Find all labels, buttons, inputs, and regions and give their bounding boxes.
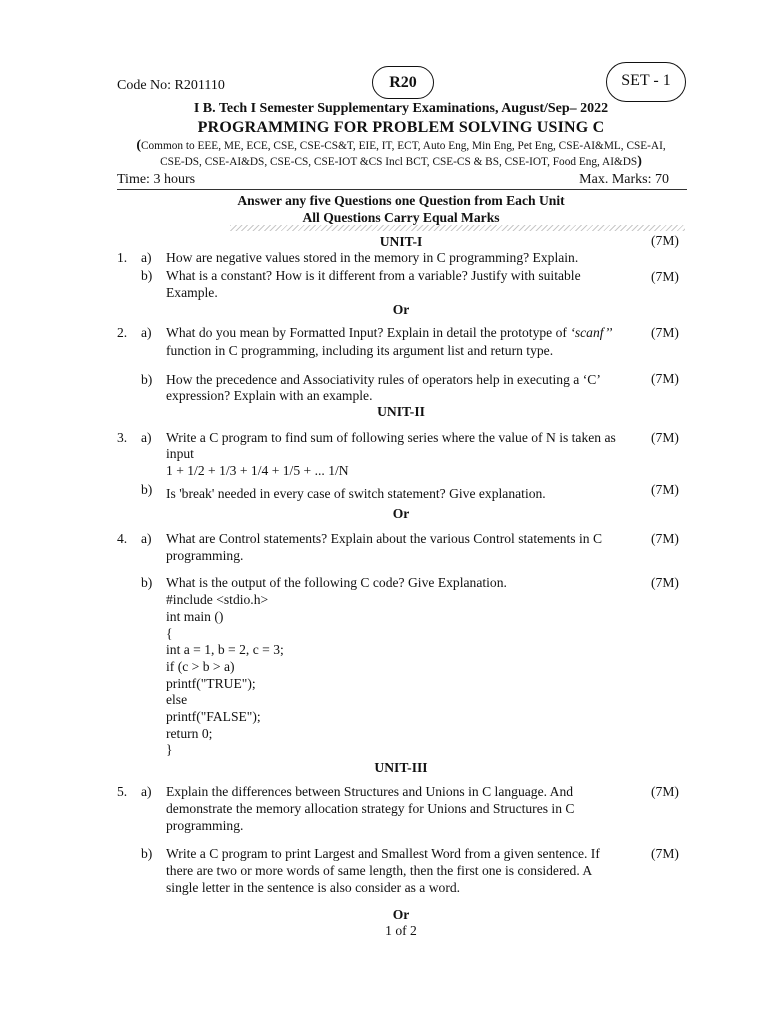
question-2-number: 2.	[117, 325, 128, 340]
or-separator-2: Or	[392, 506, 410, 521]
question-5b-label: b)	[141, 846, 153, 861]
marks-q1b: (7M)	[651, 269, 679, 284]
question-3b-label: b)	[141, 482, 153, 497]
common-open-paren: (	[136, 138, 141, 153]
marks-q4a: (7M)	[651, 531, 679, 546]
page-number: 1 of 2	[385, 923, 417, 938]
max-marks: Max. Marks: 70	[579, 172, 669, 187]
code-line: else	[166, 692, 188, 707]
question-2a-label: a)	[141, 325, 152, 340]
marks-q2b: (7M)	[651, 371, 679, 386]
question-3a-line1: Write a C program to find sum of following series where the value of N is taken as	[166, 430, 616, 445]
marks-q3a: (7M)	[651, 430, 679, 445]
marks-q1a: (7M)	[651, 233, 679, 248]
code-line: if (c > b > a)	[166, 659, 235, 674]
regulation-badge	[372, 66, 434, 99]
unit-1-heading: UNIT-I	[379, 234, 423, 249]
code-line: int a = 1, b = 2, c = 3;	[166, 642, 284, 657]
code-line: printf("FALSE");	[166, 709, 261, 724]
question-1a-label: a)	[141, 250, 152, 265]
code-number: Code No: R201110	[117, 78, 225, 93]
regulation-label: R20	[389, 74, 417, 91]
instruction-line1: Answer any five Questions one Question from Each Unit	[237, 193, 565, 208]
question-4a-line2: programming.	[166, 548, 244, 563]
code-line: {	[166, 626, 173, 641]
common-branches-text1: Common to EEE, ME, ECE, CSE, CSE-CS&T, EIE, IT, ECT, Auto Eng, Min Eng, Pet Eng, CSE-AI&ML, CSE-AI,	[141, 140, 666, 152]
question-3a-label: a)	[141, 430, 152, 445]
question-2b-line2: expression? Explain with an example.	[166, 388, 373, 403]
common-branches-text2: CSE-DS, CSE-AI&DS, CSE-CS, CSE-IOT &CS Incl BCT, CSE-CS & BS, CSE-IOT, Food Eng, AI&DS	[160, 156, 638, 168]
question-5a-line2: demonstrate the memory allocation strategy for Unions and Structures in C	[166, 801, 575, 816]
question-1b-line1: What is a constant? How is it different from a variable? Justify with suitable	[166, 268, 581, 283]
question-5b-line2: there are two or more words of same length, then the first one is considered. A	[166, 863, 593, 878]
question-1a-text: How are negative values stored in the memory in C programming? Explain.	[166, 250, 579, 265]
common-branches-line1	[117, 138, 685, 154]
set-label: SET - 1	[621, 71, 671, 89]
question-1-number: 1.	[117, 250, 128, 265]
question-5b-line1: Write a C program to print Largest and Smallest Word from a given sentence. If	[166, 846, 600, 861]
or-separator-1: Or	[392, 302, 410, 317]
question-4a-label: a)	[141, 531, 152, 546]
question-3a-series: 1 + 1/2 + 1/3 + 1/4 + 1/5 + ... 1/N	[166, 463, 349, 478]
code-line: #include <stdio.h>	[166, 592, 269, 607]
marks-q5b: (7M)	[651, 846, 679, 861]
question-2a-line1	[166, 324, 641, 341]
code-line: return 0;	[166, 726, 213, 741]
question-3b-text: Is 'break' needed in every case of switch statement? Give explanation.	[166, 486, 546, 501]
set-badge	[606, 62, 686, 102]
question-4b-label: b)	[141, 575, 153, 590]
header-divider	[117, 189, 687, 190]
exam-title: I B. Tech I Semester Supplementary Examinations, August/Sep– 2022	[193, 101, 609, 116]
question-5b-line3: single letter in the sentence is also consider as a word.	[166, 880, 461, 895]
unit-2-heading: UNIT-II	[377, 404, 425, 419]
question-1b-line2: Example.	[166, 285, 218, 300]
or-separator-3: Or	[392, 907, 410, 922]
time-duration: Time: 3 hours	[117, 172, 196, 187]
marks-q3b: (7M)	[651, 482, 679, 497]
question-4-number: 4.	[117, 531, 128, 546]
common-close-paren: )	[637, 154, 642, 169]
question-3a-line2: input	[166, 446, 194, 461]
question-2b-line1: How the precedence and Associativity rules of operators help in executing a ‘C’	[166, 372, 601, 387]
marks-q4b: (7M)	[651, 575, 679, 590]
marks-q5a: (7M)	[651, 784, 679, 799]
subject-title: PROGRAMMING FOR PROBLEM SOLVING USING C	[197, 119, 605, 136]
question-5a-line3: programming.	[166, 818, 244, 833]
marks-q2a: (7M)	[651, 325, 679, 340]
time-marks-row	[117, 171, 685, 188]
question-3-number: 3.	[117, 430, 128, 445]
code-line: int main ()	[166, 609, 224, 624]
wavy-divider	[230, 225, 685, 231]
question-4b-line1: What is the output of the following C code? Give Explanation.	[166, 575, 507, 590]
question-2a-line2: function in C programming, including its argument list and return type.	[166, 343, 554, 358]
question-5a-line1: Explain the differences between Structures and Unions in C language. And	[166, 784, 574, 799]
instruction-line2: All Questions Carry Equal Marks	[302, 210, 500, 225]
code-line: }	[166, 742, 173, 757]
scanf-term: ‘scanf’’	[570, 325, 613, 340]
question-2b-label: b)	[141, 372, 153, 387]
question-4a-line1: What are Control statements? Explain about the various Control statements in C	[166, 531, 603, 546]
common-branches-line2	[117, 154, 685, 170]
question-5a-label: a)	[141, 784, 152, 799]
question-5-number: 5.	[117, 784, 128, 799]
code-line: printf("TRUE");	[166, 676, 256, 691]
question-2a-line1-text: What do you mean by Formatted Input? Explain in detail the prototype of	[166, 325, 571, 340]
unit-3-heading: UNIT-III	[374, 760, 428, 775]
question-1b-label: b)	[141, 268, 153, 283]
